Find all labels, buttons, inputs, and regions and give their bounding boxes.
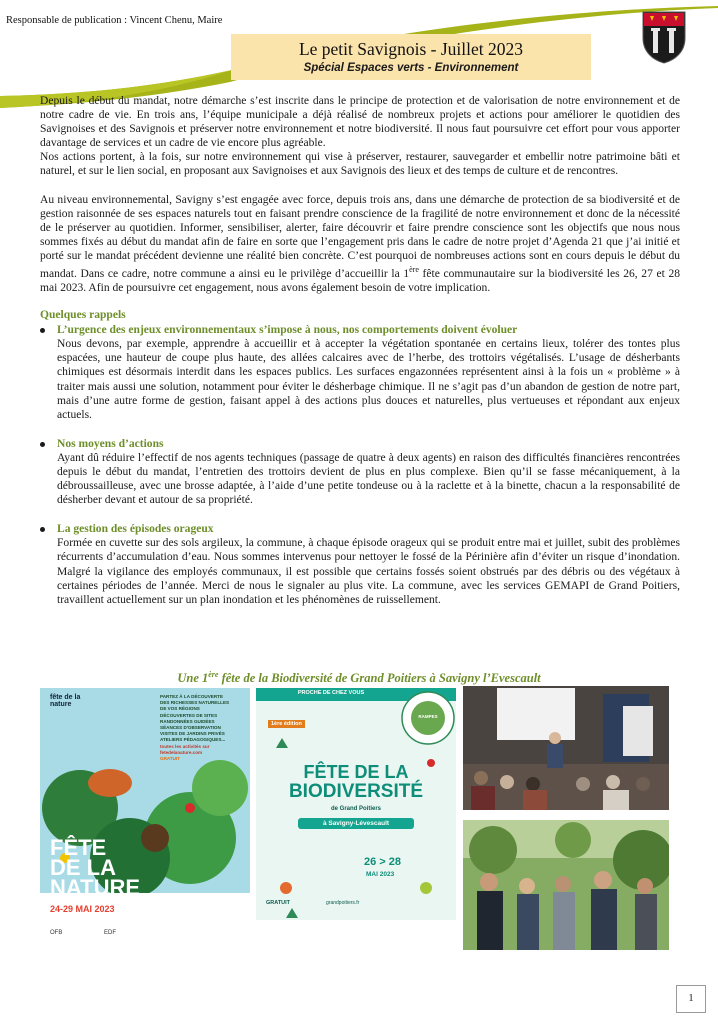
caption-superscript: ère [208, 670, 219, 679]
poster2-org: de Grand Poitiers [330, 806, 381, 812]
poster2-place: à Savigny-Lévescault [298, 818, 414, 829]
poster-fete-de-la-nature [40, 688, 250, 950]
poster1-link: toutes les activités sur fetedelanature.com [160, 743, 210, 755]
poster2-title-line: FÊTE DE LA [303, 762, 409, 782]
poster1-intro-line: DÉCOUVERTES DE SITES [160, 712, 218, 718]
caption-end: fête de la Biodiversité de Grand Poitiers à Savigny l’Evescault [218, 671, 541, 686]
recall-text-storms: Formée en cuvette sur des sols argileux, la commune, à chaque épisode orageux qui se produit entre mai et juillet, subit des problèmes récurrents d’accumulation d’eau. Nous sommes intervenus pour nettoyer le fossé de la Périnière afin d’éviter un risque d’inondation. Malgré la vigilance des employés communaux, il est possible que certains fossés soient obstrués par des débris ou des végétaux à certaines périodes de l’année. Merci de nous le signaler au plus vite. La commune, avec les services GEMAPI de Grand Poitiers, travaillent actuellement sur un plan inondation et les phénomènes de ruissellement. [57, 537, 680, 606]
poster2-dates-month: MAI 2023 [366, 871, 395, 878]
poster1-intro [160, 694, 246, 762]
list-item [40, 437, 680, 507]
recalls-heading: Quelques rappels [40, 309, 126, 322]
poster1-partners [50, 930, 116, 936]
poster1-brand: fête de la nature [50, 694, 81, 708]
photo-presentation-scene [463, 686, 669, 810]
publisher-line: Responsable de publication : Vincent Chenu, Maire [6, 15, 223, 26]
environment-paragraph-start: Au niveau environnemental, Savigny s’est engagée avec force, depuis trois ans, dans une démarche de protection de sa biodiversité et de gestion raisonnée de ses espaces naturels tout en faisant prendre conscience de la fragilité de notre environnement et donc de la nécessité de le préserver au quotidien. Informer, sensibiliser, alerter, faire découvrir et faire prendre conscience sont les objectifs que nous nous sommes fixés au début du mandat afin de faire en sorte que l’engagement pris dans le cadre de notre projet d’Agenda 21 que j’ai initié et porté sur le mandat précédent devienne une réalité bien concrète. C’est pourquoi de nombreuses actions sont en cours depuis le début du mandat. Dans ce cadre, notre commune a ainsi eu le privilège d’accueillir la 1 [40, 193, 680, 280]
partner-logo: EDF [104, 930, 117, 936]
recall-title-storms: La gestion des épisodes orageux [57, 523, 214, 536]
poster-fete-biodiversite [256, 688, 456, 950]
poster1-intro-line: DES RICHESSES NATURELLES [160, 700, 230, 706]
poster2-edition: 1ère édition [268, 720, 305, 728]
newsletter-subtitle: Spécial Espaces verts - Environnement [303, 62, 519, 74]
photo-presentation [463, 686, 669, 810]
poster2-badge: RAMPES [418, 714, 438, 719]
poster1-intro-line: VISITES DE JARDINS PRIVÉS [160, 731, 225, 737]
intro-paragraph-2: Nos actions portent, à la fois, sur notre environnement qui vise à préserver, restaurer, sauvegarder et embellir notre patrimoine bâti et naturel, et sur le lien social, en proposant aux Savignoises et aux Savignois des lieux et des temps de culture et de rencontres. [40, 151, 680, 178]
poster1-intro-line: SÉANCES D'OBSERVATION [160, 725, 221, 731]
article-body [40, 94, 680, 622]
recall-text-urgency: Nous devons, par exemple, apprendre à accueillir et à accepter la végétation spontanée en certains lieux, tolérer des tontes plus espacées, une hauteur de coupe plus haute, des allées calcaires avec de l’herbe, des trottoirs végétalisés. L’usage de désherbants chimiques est désormais interdit dans les espaces publics. Les surfaces engazonnées représentent ainsi à la fois un « problème » à traiter mais aussi une solution, notamment pour éviter le désherbage chimique. Il ne s’agit pas d’un abandon de gestion de notre part, mais d’une autre forme de gestion, faisant appel à des actions plus douces et naturelles, plus vertueuses et répondant aux enjeux actuels. [57, 338, 680, 421]
page-number: 1 [676, 985, 706, 1013]
poster1-intro-line: RANDONNÉES GUIDÉES [160, 718, 215, 724]
partner-logo: OFB [50, 930, 63, 936]
poster1-title-line: NATURE [50, 875, 141, 900]
recall-title-means: Nos moyens d’actions [57, 437, 164, 450]
environment-paragraph [40, 193, 680, 296]
poster2-title [256, 762, 456, 802]
coat-of-arms-icon [641, 10, 687, 64]
poster2-site: grandpoitiers.fr [326, 900, 360, 906]
poster2-free: GRATUIT [266, 900, 291, 906]
recall-title-urgency: L’urgence des enjeux environnementaux s’impose à nous, nos comportements doivent évoluer [57, 324, 518, 337]
poster1-title-line: FÊTE [50, 835, 107, 860]
newsletter-title: Le petit Savignois - Juillet 2023 [298, 39, 524, 59]
poster1-title-line: DE LA [50, 855, 116, 880]
photo-outdoor-scene [463, 820, 669, 950]
poster2-dates-num: 26 > 28 [364, 856, 402, 868]
poster2-banner: PROCHE DE CHEZ VOUS [297, 690, 365, 696]
poster1-intro-line: PARTEZ À LA DÉCOUVERTE [160, 694, 224, 699]
recall-text-means: Ayant dû réduire l’effectif de nos agents techniques (passage de quatre à deux agents) en raison des difficultés financières rencontrées depuis le début du mandat, l’entretien des trottoirs devient de plus en plus complexe. Bien qu’il se fasse mécaniquement, à la débroussailleuse, avec une brosse adaptée, à l’aide d’une petite tondeuse ou à la raclette et à la binette, chacun a la responsabilité de désherber devant et autour de sa propriété. [57, 451, 680, 507]
poster1-big-title [50, 835, 141, 900]
recalls-list [40, 323, 680, 607]
intro-paragraph-1: Depuis le début du mandat, notre démarche s’est inscrite dans le principe de protection et de valorisation de notre environnement et de notre cadre de vie. En trois ans, l’équipe municipale a déjà réalisé de nombreux projets et actions pour améliorer le quotidien des Savignoises et des Savignois et préserver notre environnement et notre biodiversité. Il nous faut poursuivre cet effort pour vous apporter davantage de services et un cadre de vie encore plus agréable. [40, 95, 680, 150]
list-item [40, 323, 680, 422]
poster1-free-badge: GRATUIT [160, 756, 181, 762]
photos-caption [0, 670, 718, 686]
ordinal-superscript: ère [409, 265, 419, 275]
list-item [40, 522, 680, 607]
poster1-dates: 24-29 MAI 2023 [50, 904, 115, 914]
poster2-title-line: BIODIVERSITÉ [288, 781, 424, 802]
newsletter-title-box [231, 34, 591, 80]
poster1-intro-line: DE VOS RÉGIONS [160, 706, 200, 712]
environment-paragraph-end: fête communautaire sur la biodiversité les 26, 27 et 28 mai 2023. Afin de poursuivre cet engagement, nous avons également besoin de votre implication. [40, 267, 681, 294]
caption-start: Une 1 [177, 671, 209, 686]
photo-outdoor-visit [463, 820, 669, 950]
poster1-intro-line: ATELIERS PÉDAGOGIQUES... [160, 737, 226, 743]
